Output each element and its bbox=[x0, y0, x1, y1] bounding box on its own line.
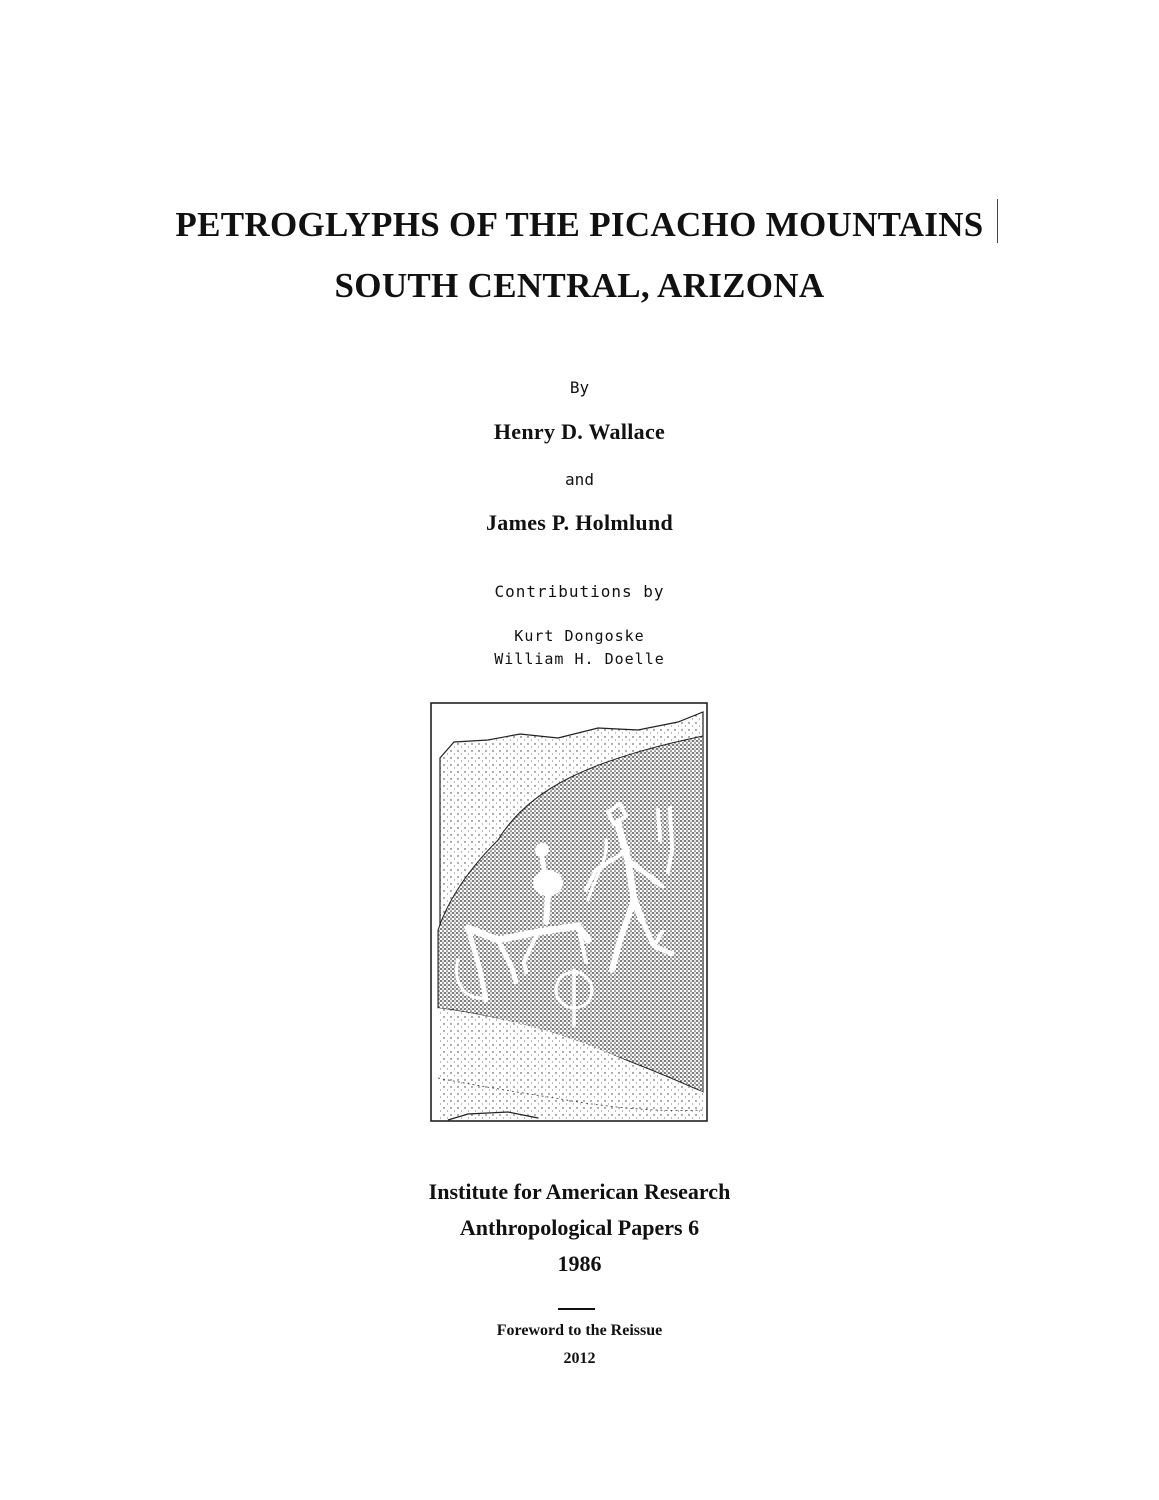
reissue-foreword-label: Foreword to the Reissue bbox=[496, 1322, 663, 1339]
author-primary: Henry D. Wallace bbox=[493, 419, 666, 444]
by-label: By bbox=[569, 378, 590, 397]
page-edge-mark bbox=[997, 199, 998, 243]
reissue-year: 2012 bbox=[563, 1350, 596, 1367]
publisher-name: Institute for American Research bbox=[428, 1179, 731, 1204]
contributor-1: Kurt Dongoske bbox=[514, 627, 645, 645]
section-divider bbox=[558, 1308, 595, 1310]
contributor-2: William H. Doelle bbox=[494, 650, 665, 668]
series-title: Anthropological Papers 6 bbox=[459, 1215, 700, 1240]
publication-year: 1986 bbox=[557, 1251, 602, 1276]
contributions-heading: Contributions by bbox=[494, 582, 665, 601]
and-label: and bbox=[565, 470, 594, 489]
author-secondary: James P. Holmlund bbox=[485, 510, 674, 535]
page-title-line-2: SOUTH CENTRAL, ARIZONA bbox=[334, 266, 825, 305]
page-title-line-1: PETROGLYPHS OF THE PICACHO MOUNTAINS bbox=[175, 205, 984, 244]
petroglyph-drawing-icon bbox=[428, 700, 710, 1125]
